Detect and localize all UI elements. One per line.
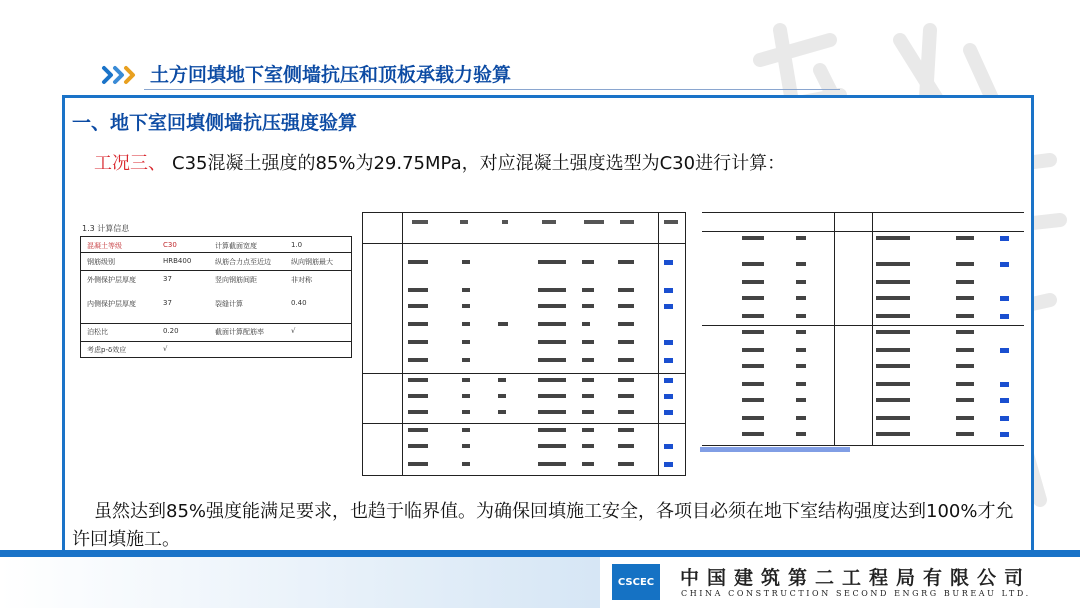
param-cell: 纵筋合力点至近边	[215, 258, 271, 266]
param-cell: 37	[163, 299, 172, 307]
company-name-cn: 中国建筑第二工程局有限公司	[680, 567, 1032, 589]
param-table-rule	[81, 270, 351, 271]
param-cell: 非对称	[291, 276, 312, 284]
param-cell: 泊松比	[87, 328, 108, 336]
param-table-rule	[81, 323, 351, 324]
footer-band	[0, 550, 1080, 557]
chevrons-icon	[100, 64, 140, 86]
calc-table-middle-glyphs	[362, 212, 686, 474]
conclusion-text: 虽然达到85%强度能满足要求，也趋于临界值。为确保回填施工安全，各项目必须在地下室结构强度达到100%才允许回填施工。	[72, 501, 1014, 550]
param-cell: 计算截面宽度	[215, 242, 257, 250]
param-table	[80, 236, 352, 358]
calc-table-note	[700, 447, 850, 455]
param-cell: 竖向钢筋间距	[215, 276, 257, 284]
company-logo: CSCEC	[612, 564, 660, 600]
param-cell: 0.40	[291, 299, 307, 307]
slide-header	[100, 56, 840, 92]
param-cell: C30	[163, 241, 177, 249]
section-title: 一、地下室回填侧墙抗压强度验算	[72, 112, 358, 134]
case-text: C35混凝土强度的85%为29.75MPa，对应混凝土强度选型为C30进行计算：	[172, 153, 786, 174]
calc-table-right-glyphs	[702, 212, 1024, 444]
param-table-caption: 1.3 计算信息	[82, 224, 130, 233]
case-statement	[94, 149, 785, 175]
param-cell: 混凝土等级	[87, 242, 122, 250]
param-cell: 0.20	[163, 327, 179, 335]
company-name-en: CHINA CONSTRUCTION SECOND ENGRG BUREAU LTD.	[681, 589, 1031, 598]
param-cell: 内侧保护层厚度	[87, 300, 136, 308]
param-cell: 截面计算配筋率	[215, 328, 264, 336]
case-label: 工况三、	[94, 153, 166, 174]
param-cell: 裂缝计算	[215, 300, 243, 308]
page-title: 土方回填地下室侧墙抗压和顶板承载力验算	[150, 64, 512, 86]
param-cell: 1.0	[291, 241, 303, 249]
param-cell: 37	[163, 275, 172, 283]
param-table-rule	[81, 252, 351, 253]
footer-gradient	[0, 557, 600, 608]
param-cell: √	[163, 345, 168, 353]
param-cell: 外侧保护层厚度	[87, 276, 136, 284]
param-table-rule	[81, 341, 351, 342]
param-cell: 纵向钢筋最大	[291, 258, 333, 266]
param-cell: HRB400	[163, 257, 192, 265]
param-cell: √	[291, 327, 296, 335]
param-cell: 考虑p-δ效应	[87, 346, 127, 354]
header-divider	[144, 89, 840, 90]
param-cell: 钢筋级别	[87, 258, 115, 266]
